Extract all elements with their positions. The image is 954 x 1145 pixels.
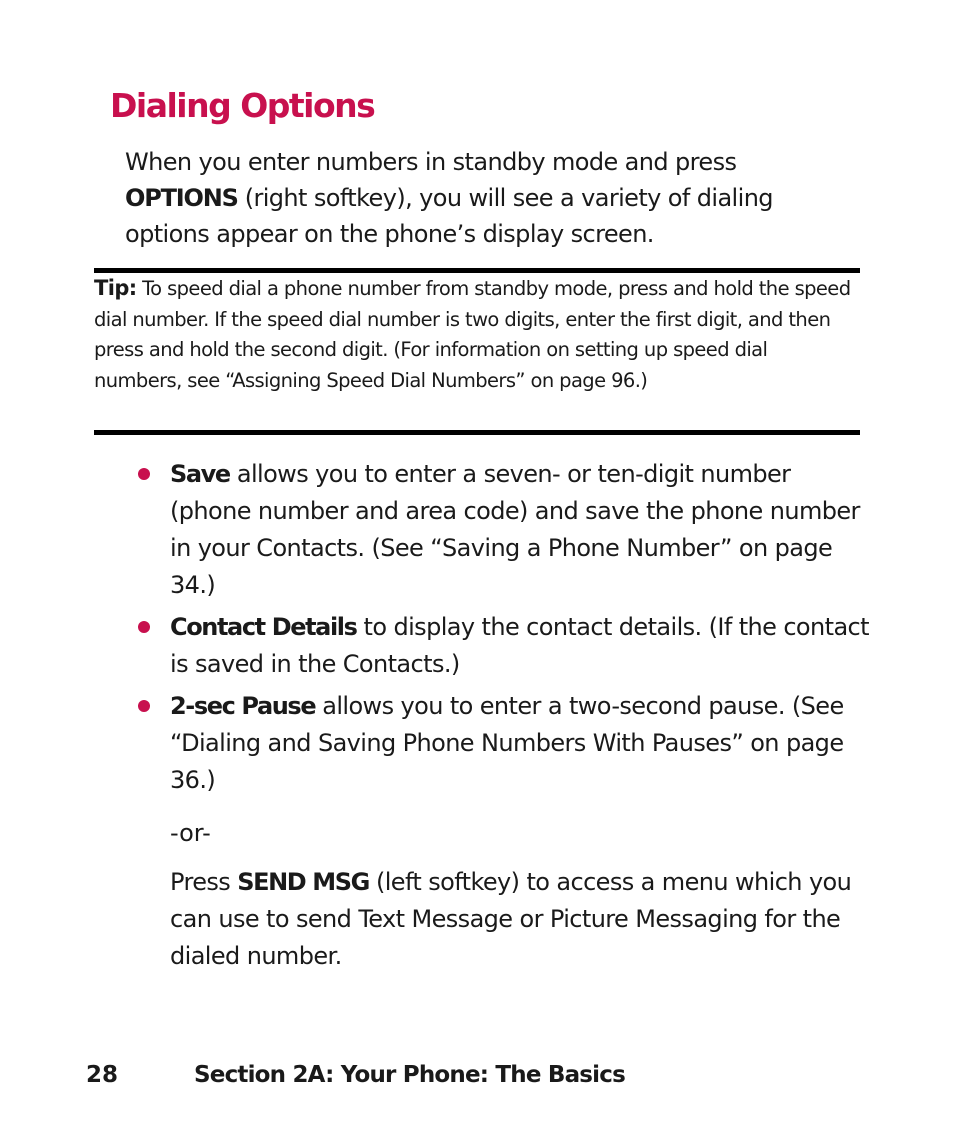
option-description: allows you to enter a seven- or ten-digit number (phone number and area code) and save the phone number in your Contacts. (See “Saving a Phone Number” on page 34.) xyxy=(170,460,860,599)
option-term: Contact Details xyxy=(170,613,357,641)
tip-text: To speed dial a phone number from standby mode, press and hold the speed dial number. If the speed dial number is two digits, enter the first digit, and then press and hold the second digit. (For information on setting up speed dial numbers, see “Assigning Speed Dial Numbers” on page 96.) xyxy=(94,277,851,392)
page-number: 28 xyxy=(86,1062,119,1088)
send-msg-key-label: SEND MSG xyxy=(237,868,369,896)
tip-box xyxy=(94,273,860,396)
bullet-dot-icon xyxy=(138,700,150,712)
press-text-start: Press xyxy=(170,868,238,896)
option-description: to display the contact details. (If the contact is saved in the Contacts.) xyxy=(170,613,869,678)
options-key-label: OPTIONS xyxy=(125,184,238,212)
tip-bottom-rule xyxy=(94,430,860,435)
or-separator: -or- xyxy=(170,819,211,847)
option-term: 2-sec Pause xyxy=(170,692,316,720)
tip-label: Tip: xyxy=(94,276,137,300)
press-text-end: (left softkey) to access a menu which you can use to send Text Message or Picture Messaging for the dialed number. xyxy=(170,868,852,970)
page-title: Dialing Options xyxy=(110,86,375,125)
send-msg-paragraph xyxy=(170,864,870,975)
option-description: allows you to enter a two-second pause. (See “Dialing and Saving Phone Numbers With Pauses” on page 36.) xyxy=(170,692,844,794)
intro-paragraph xyxy=(125,144,825,252)
option-2-sec-pause xyxy=(170,688,870,799)
option-save xyxy=(170,456,870,604)
intro-text-start: When you enter numbers in standby mode and press xyxy=(125,148,737,176)
option-contact-details xyxy=(170,609,870,683)
intro-text-end: (right softkey), you will see a variety of dialing options appear on the phone’s display screen. xyxy=(125,184,773,248)
bullet-dot-icon xyxy=(138,468,150,480)
option-term: Save xyxy=(170,460,230,488)
section-title: Section 2A: Your Phone: The Basics xyxy=(194,1062,625,1088)
bullet-dot-icon xyxy=(138,621,150,633)
